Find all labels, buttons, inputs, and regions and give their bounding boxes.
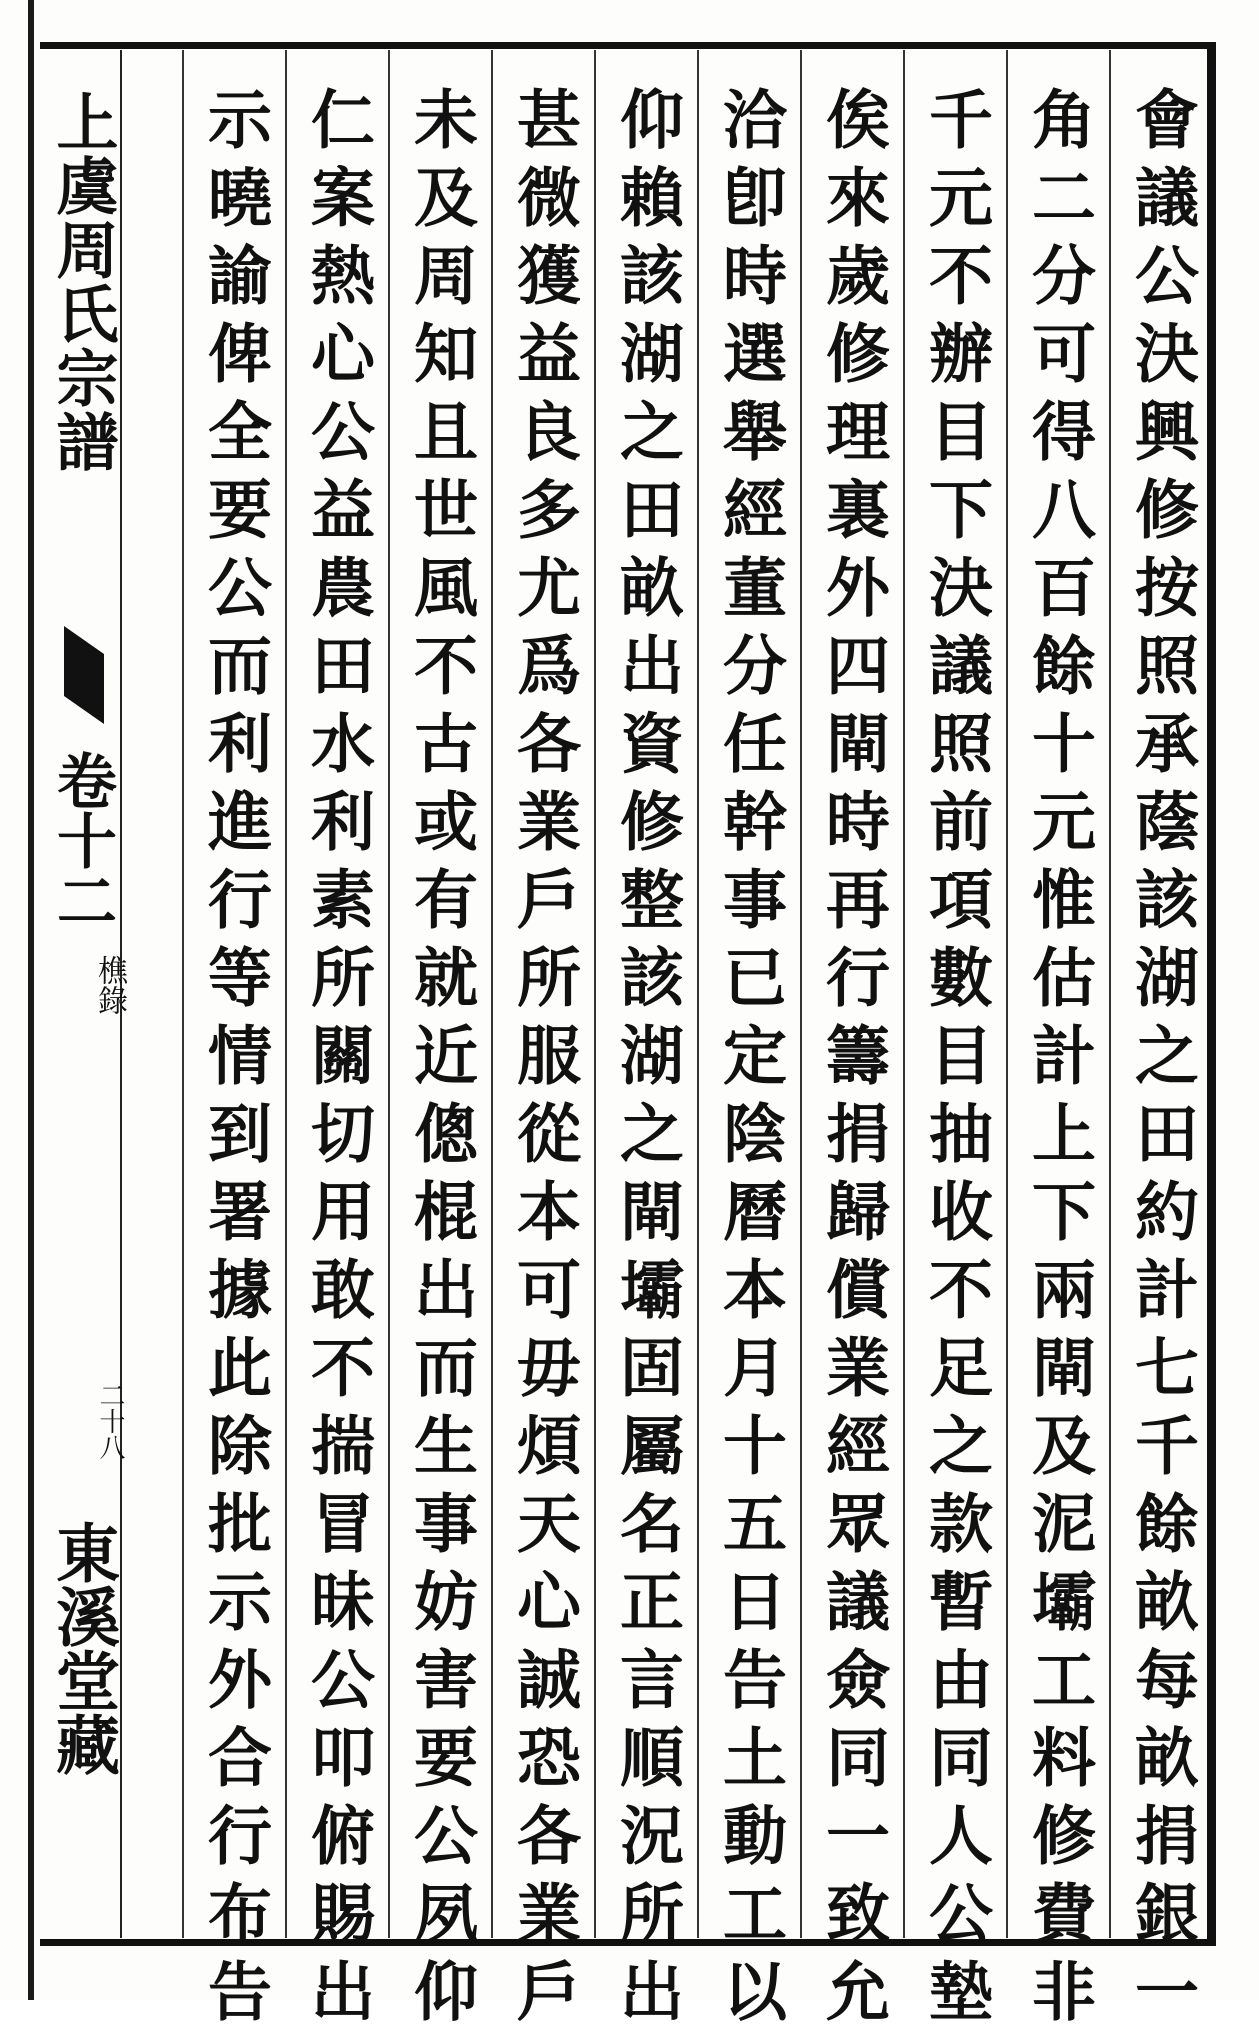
text-column-10: 示曉諭俾全要公而利進行等情到署據此除批示外合行布告	[197, 86, 272, 2036]
column-rule	[800, 50, 802, 1938]
fishtail-mark	[64, 626, 104, 724]
text-column-7: 甚微獲益良多尤爲各業戶所服從本可毋煩天心誠恐各業戶	[506, 86, 581, 2036]
text-columns	[130, 50, 1210, 2036]
column-rule	[182, 50, 184, 1938]
text-column-4: 俟來歲修理裏外四閘時再行籌捐歸償業經眾議僉同一致允	[815, 86, 890, 2036]
text-column-2: 角二分可得八百餘十元惟估計上下兩閘及泥壩工料修費非	[1021, 86, 1096, 2036]
text-column-8: 未及周知且世風不古或有就近傯棍出而生事妨害要公夙仰	[403, 86, 478, 2036]
text-column-1: 會議公決興修按照承蔭該湖之田約計七千餘畝每畝捐銀一	[1124, 86, 1199, 2036]
hall-name: 東溪堂藏	[45, 1520, 120, 1776]
column-rule	[388, 50, 390, 1938]
column-rule	[1109, 50, 1111, 1938]
text-column-6: 仰賴該湖之田畝出資修整該湖之閘壩固屬名正言順況所出	[609, 86, 684, 2036]
column-rule	[697, 50, 699, 1938]
column-rule	[285, 50, 287, 1938]
column-rule	[1006, 50, 1008, 1938]
column-rule	[491, 50, 493, 1938]
column-rule	[903, 50, 905, 1938]
page-number: 二十八	[95, 1382, 125, 1460]
section-label: 樵錄	[92, 955, 127, 1015]
banxin-center-strip	[42, 50, 127, 1938]
text-column-3: 千元不辦目下決議照前項數目抽收不足之款暫由同人公墊	[918, 86, 993, 2036]
genealogy-title: 上虞周氏宗譜	[46, 90, 119, 474]
binding-edge	[28, 0, 34, 2000]
text-column-5: 洽卽時選舉經董分任幹事已定陰曆本月十五日告土動工以	[712, 86, 787, 2036]
text-column-9: 仁案熱心公益農田水利素所關切用敢不揣冒昧公叩俯賜出	[300, 86, 375, 2036]
column-rule	[594, 50, 596, 1938]
volume-label: 卷十二	[47, 750, 117, 930]
